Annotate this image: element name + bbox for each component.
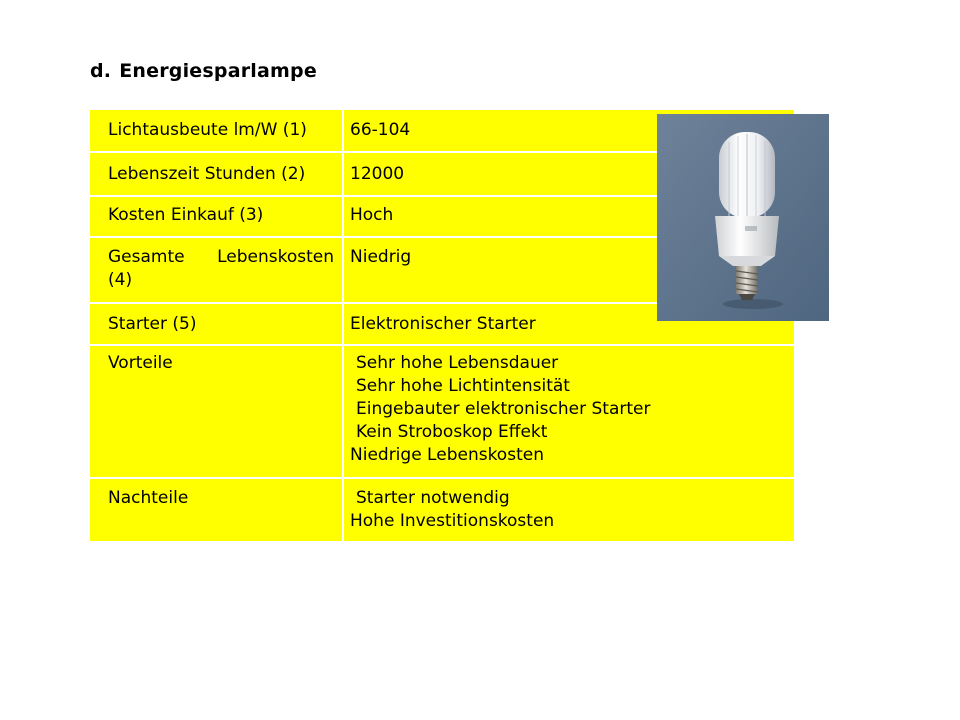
advantage-item: Sehr hohe Lichtintensität <box>356 376 570 396</box>
row-value-list <box>344 346 794 477</box>
row-label: Lebenszeit Stunden (2) <box>90 153 342 195</box>
row-value: Niedrig <box>344 238 794 302</box>
row-label: Starter (5) <box>90 304 342 344</box>
energy-saving-lamp-photo <box>657 114 829 321</box>
row-value: 12000 <box>344 153 794 195</box>
row-label-line: (4) <box>108 270 133 290</box>
row-value-list <box>344 479 794 541</box>
row-label: Vorteile <box>90 346 342 477</box>
disadvantage-item: Starter notwendig <box>356 488 510 508</box>
row-label: Lichtausbeute lm/W (1) <box>90 110 342 151</box>
table-row <box>90 479 794 541</box>
page-title <box>90 60 317 82</box>
section-title: Energiesparlampe <box>119 60 317 82</box>
advantage-item: Kein Stroboskop Effekt <box>356 422 548 442</box>
table-row <box>90 346 794 477</box>
advantage-item: Niedrige Lebenskosten <box>350 445 544 465</box>
section-letter: d. <box>90 60 112 82</box>
row-value: Elektronischer Starter <box>344 304 794 344</box>
row-label: Kosten Einkauf (3) <box>90 197 342 236</box>
row-value: 66-104 <box>344 110 794 151</box>
advantage-item: Eingebauter elektronischer Starter <box>356 399 651 419</box>
row-value: Hoch <box>344 197 794 236</box>
disadvantage-item: Hohe Investitionskosten <box>350 511 555 531</box>
advantage-item: Sehr hohe Lebensdauer <box>356 353 559 373</box>
row-label <box>90 238 342 302</box>
row-label-line: Gesamte Lebenskosten <box>108 247 334 267</box>
row-label: Nachteile <box>90 479 342 541</box>
